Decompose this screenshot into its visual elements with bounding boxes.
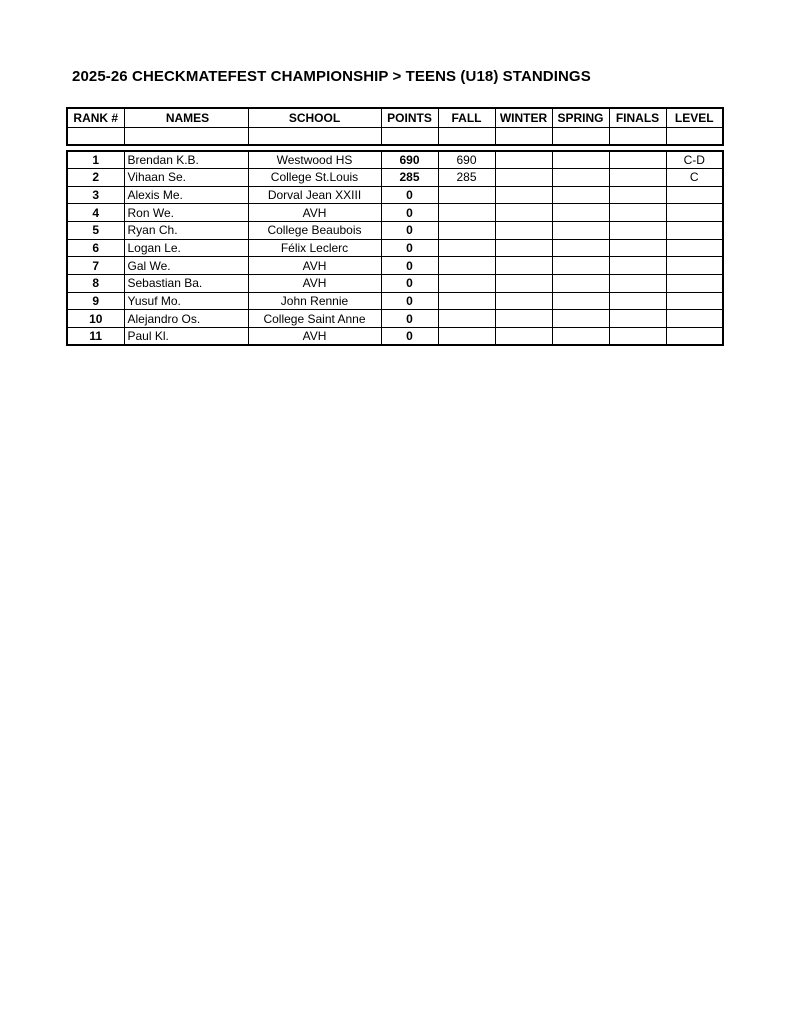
cell-winter (495, 168, 552, 186)
cell-fall (438, 275, 495, 293)
cell-points: 0 (381, 239, 438, 257)
cell-winter (495, 328, 552, 346)
cell-points: 0 (381, 257, 438, 275)
spacer-cell-spring (552, 127, 609, 145)
cell-rank: 7 (67, 257, 124, 275)
cell-rank: 5 (67, 221, 124, 239)
spacer-cell-rank (67, 127, 124, 145)
cell-name: Alejandro Os. (124, 310, 248, 328)
cell-spring (552, 310, 609, 328)
column-header-school: SCHOOL (248, 108, 381, 127)
cell-school: Félix Leclerc (248, 239, 381, 257)
cell-points: 690 (381, 151, 438, 169)
cell-name: Sebastian Ba. (124, 275, 248, 293)
cell-school: AVH (248, 275, 381, 293)
cell-spring (552, 239, 609, 257)
cell-level (666, 292, 723, 310)
cell-name: Yusuf Mo. (124, 292, 248, 310)
cell-spring (552, 204, 609, 222)
spacer-cell-fall (438, 127, 495, 145)
header-row (67, 108, 723, 127)
cell-level (666, 257, 723, 275)
cell-winter (495, 239, 552, 257)
cell-spring (552, 168, 609, 186)
cell-rank: 10 (67, 310, 124, 328)
cell-winter (495, 292, 552, 310)
spacer-cell-school (248, 127, 381, 145)
table-row (67, 168, 723, 186)
cell-name: Gal We. (124, 257, 248, 275)
cell-school: College St.Louis (248, 168, 381, 186)
cell-school: AVH (248, 257, 381, 275)
cell-finals (609, 168, 666, 186)
spacer-row (67, 127, 723, 145)
cell-fall (438, 328, 495, 346)
cell-level: C (666, 168, 723, 186)
cell-school: Westwood HS (248, 151, 381, 169)
cell-school: John Rennie (248, 292, 381, 310)
spacer-cell-name (124, 127, 248, 145)
column-header-level: LEVEL (666, 108, 723, 127)
table-row (67, 186, 723, 204)
cell-rank: 3 (67, 186, 124, 204)
table-row (67, 257, 723, 275)
table-row (67, 151, 723, 169)
cell-fall (438, 239, 495, 257)
column-header-name: NAMES (124, 108, 248, 127)
cell-fall (438, 292, 495, 310)
table-row (67, 221, 723, 239)
cell-level (666, 328, 723, 346)
cell-level (666, 275, 723, 293)
cell-school: College Beaubois (248, 221, 381, 239)
standings-table-area (66, 107, 724, 346)
cell-level: C-D (666, 151, 723, 169)
cell-finals (609, 292, 666, 310)
cell-finals (609, 328, 666, 346)
cell-level (666, 239, 723, 257)
cell-rank: 4 (67, 204, 124, 222)
cell-fall (438, 204, 495, 222)
spacer-cell-points (381, 127, 438, 145)
standings-data-rows (67, 151, 723, 346)
table-row (67, 328, 723, 346)
cell-level (666, 186, 723, 204)
cell-name: Vihaan Se. (124, 168, 248, 186)
cell-points: 0 (381, 204, 438, 222)
cell-points: 0 (381, 328, 438, 346)
cell-level (666, 204, 723, 222)
column-header-spring: SPRING (552, 108, 609, 127)
cell-school: College Saint Anne (248, 310, 381, 328)
cell-rank: 6 (67, 239, 124, 257)
spacer-cell-level (666, 127, 723, 145)
cell-school: AVH (248, 328, 381, 346)
cell-finals (609, 239, 666, 257)
cell-finals (609, 204, 666, 222)
cell-winter (495, 257, 552, 275)
standings-data-table (66, 150, 724, 347)
cell-points: 0 (381, 292, 438, 310)
cell-finals (609, 275, 666, 293)
cell-points: 0 (381, 275, 438, 293)
table-row (67, 239, 723, 257)
column-header-fall: FALL (438, 108, 495, 127)
cell-fall: 285 (438, 168, 495, 186)
cell-rank: 9 (67, 292, 124, 310)
cell-rank: 8 (67, 275, 124, 293)
cell-name: Ryan Ch. (124, 221, 248, 239)
standings-header-table (66, 107, 724, 146)
cell-name: Alexis Me. (124, 186, 248, 204)
cell-spring (552, 328, 609, 346)
cell-finals (609, 186, 666, 204)
spacer-cell-winter (495, 127, 552, 145)
cell-fall (438, 186, 495, 204)
cell-winter (495, 310, 552, 328)
column-header-points: POINTS (381, 108, 438, 127)
cell-winter (495, 151, 552, 169)
cell-school: AVH (248, 204, 381, 222)
cell-spring (552, 221, 609, 239)
cell-finals (609, 257, 666, 275)
cell-spring (552, 151, 609, 169)
spacer-cell-finals (609, 127, 666, 145)
cell-points: 285 (381, 168, 438, 186)
cell-finals (609, 221, 666, 239)
cell-fall: 690 (438, 151, 495, 169)
cell-fall (438, 221, 495, 239)
page-title: 2025-26 CHECKMATEFEST CHAMPIONSHIP > TEENS (U18) STANDINGS (72, 68, 591, 85)
cell-fall (438, 257, 495, 275)
cell-finals (609, 151, 666, 169)
cell-spring (552, 186, 609, 204)
table-row (67, 292, 723, 310)
cell-finals (609, 310, 666, 328)
column-header-rank: RANK # (67, 108, 124, 127)
cell-level (666, 310, 723, 328)
cell-spring (552, 275, 609, 293)
cell-name: Paul Kl. (124, 328, 248, 346)
cell-winter (495, 221, 552, 239)
cell-points: 0 (381, 186, 438, 204)
cell-spring (552, 257, 609, 275)
cell-school: Dorval Jean XXIII (248, 186, 381, 204)
cell-rank: 2 (67, 168, 124, 186)
cell-fall (438, 310, 495, 328)
cell-name: Brendan K.B. (124, 151, 248, 169)
cell-rank: 1 (67, 151, 124, 169)
cell-level (666, 221, 723, 239)
table-row (67, 204, 723, 222)
column-header-winter: WINTER (495, 108, 552, 127)
cell-name: Ron We. (124, 204, 248, 222)
cell-points: 0 (381, 310, 438, 328)
cell-points: 0 (381, 221, 438, 239)
cell-winter (495, 204, 552, 222)
table-row (67, 275, 723, 293)
cell-winter (495, 275, 552, 293)
column-header-finals: FINALS (609, 108, 666, 127)
cell-spring (552, 292, 609, 310)
table-row (67, 310, 723, 328)
cell-rank: 11 (67, 328, 124, 346)
cell-winter (495, 186, 552, 204)
cell-name: Logan Le. (124, 239, 248, 257)
